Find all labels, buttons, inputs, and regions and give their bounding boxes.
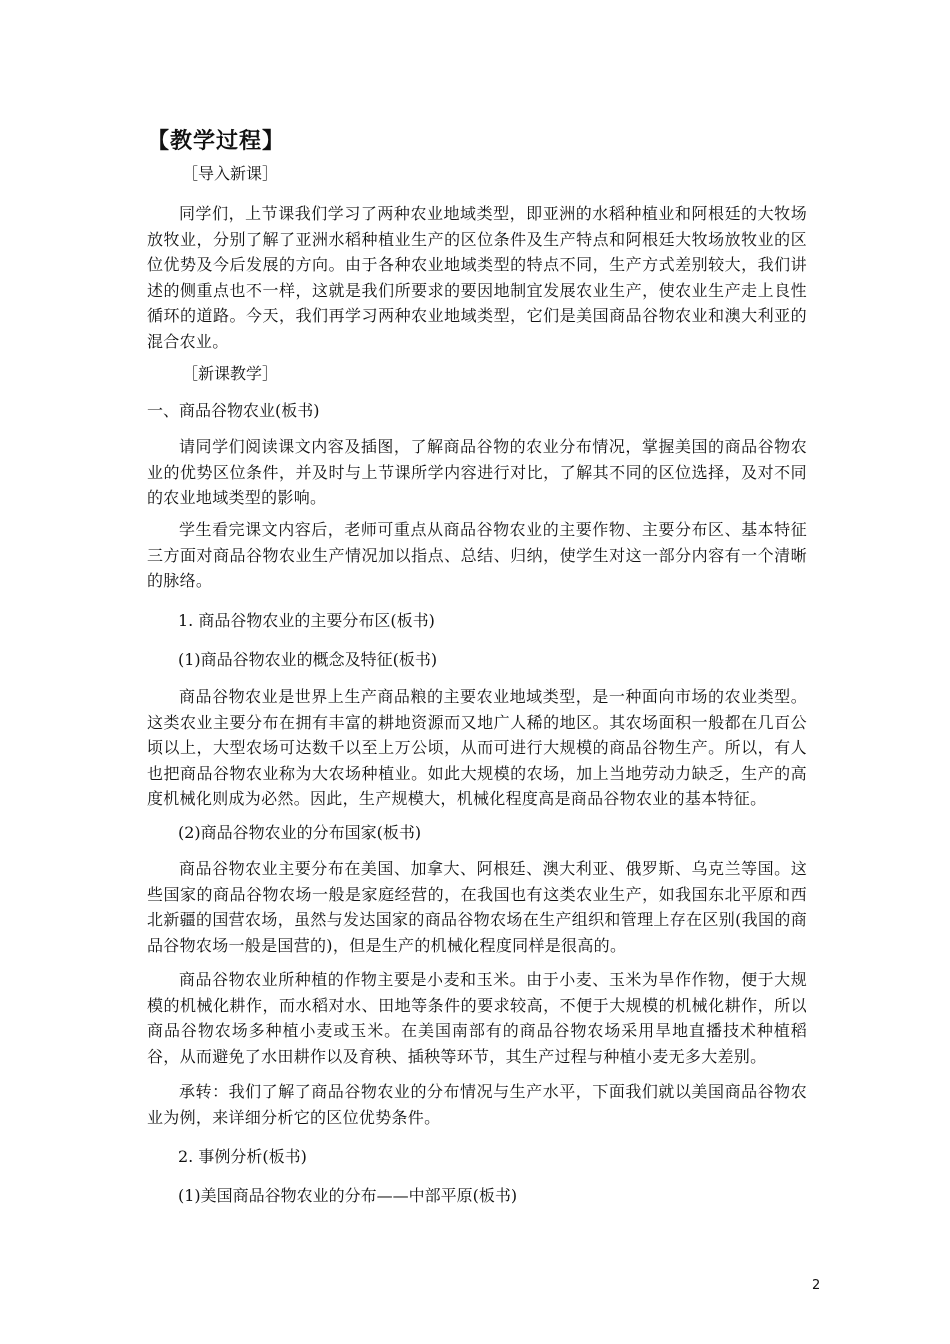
transition-paragraph: 承转：我们了解了商品谷物农业的分布情况与生产水平，下面我们就以美国商品谷物农业为例，来详细分析它的区位优势条件。 bbox=[147, 1082, 807, 1127]
new-lesson-label: ［新课教学］ bbox=[182, 364, 279, 383]
reading-paragraph: 请同学们阅读课文内容及插图，了解商品谷物的农业分布情况，掌握美国的商品谷物农业的优势区位条件，并及时与上节课所学内容进行对比，了解其不同的区位选择，及对不同的农业地域类型的影响。 bbox=[147, 437, 807, 508]
teacher-paragraph: 学生看完课文内容后，老师可重点从商品谷物农业的主要作物、主要分布区、基本特征三方面对商品谷物农业生产情况加以指点、总结、归纳，使学生对这一部分内容有一个清晰的脉络。 bbox=[147, 520, 807, 591]
subsection-1-title: 1. 商品谷物农业的主要分布区(板书) bbox=[178, 611, 435, 630]
subsection-2-1-title: (1)美国商品谷物农业的分布——中部平原(板书) bbox=[178, 1186, 518, 1205]
part1-title: 一、商品谷物农业(板书) bbox=[147, 401, 320, 420]
subsection-2-title: 2. 事例分析(板书) bbox=[178, 1147, 307, 1166]
subsection-1-2-title: (2)商品谷物农业的分布国家(板书) bbox=[178, 823, 422, 842]
crops-paragraph: 商品谷物农业所种植的作物主要是小麦和玉米。由于小麦、玉米为旱作作物，便于大规模的机械化耕作，而水稻对水、田地等条件的要求较高，不便于大规模的机械化耕作，所以商品谷物农场多种植小麦或玉米。在美国南部有的商品谷物农场采用旱地直播技术种植稻谷，从而避免了水田耕作以及育秧、插秧等环节，其生产过程与种植小麦无多大差别。 bbox=[147, 970, 807, 1066]
section-heading: 【教学过程】 bbox=[147, 129, 286, 154]
subsection-1-1-title: (1)商品谷物农业的概念及特征(板书) bbox=[178, 650, 438, 669]
intro-paragraph: 同学们，上节课我们学习了两种农业地域类型，即亚洲的水稻种植业和阿根廷的大牧场放牧业，分别了解了亚洲水稻种植业生产的区位条件及生产特点和阿根廷大牧场放牧业的区位优势及今后发展的方向。由于各种农业地域类型的特点不同，生产方式差别较大，我们讲述的侧重点也不一样，这就是我们所要求的要因地制宜发展农业生产，使农业生产走上良性循环的道路。今天，我们再学习两种农业地域类型，它们是美国商品谷物农业和澳大利亚的混合农业。 bbox=[147, 204, 807, 351]
page-number: 2 bbox=[812, 1278, 821, 1293]
intro-label: ［导入新课］ bbox=[182, 164, 279, 183]
countries-paragraph: 商品谷物农业主要分布在美国、加拿大、阿根廷、澳大利亚、俄罗斯、乌克兰等国。这些国家的商品谷物农场一般是家庭经营的，在我国也有这类农业生产，如我国东北平原和西北新疆的国营农场，虽然与发达国家的商品谷物农场在生产组织和管理上存在区别(我国的商品谷物农场一般是国营的)，但是生产的机械化程度同样是很高的。 bbox=[147, 859, 807, 955]
concept-paragraph: 商品谷物农业是世界上生产商品粮的主要农业地域类型，是一种面向市场的农业类型。这类农业主要分布在拥有丰富的耕地资源而又地广人稀的地区。其农场面积一般都在几百公顷以上，大型农场可达数千以至上万公顷，从而可进行大规模的商品谷物生产。所以，有人也把商品谷物农业称为大农场种植业。如此大规模的农场，加上当地劳动力缺乏，生产的高度机械化则成为必然。因此，生产规模大，机械化程度高是商品谷物农业的基本特征。 bbox=[147, 687, 807, 809]
